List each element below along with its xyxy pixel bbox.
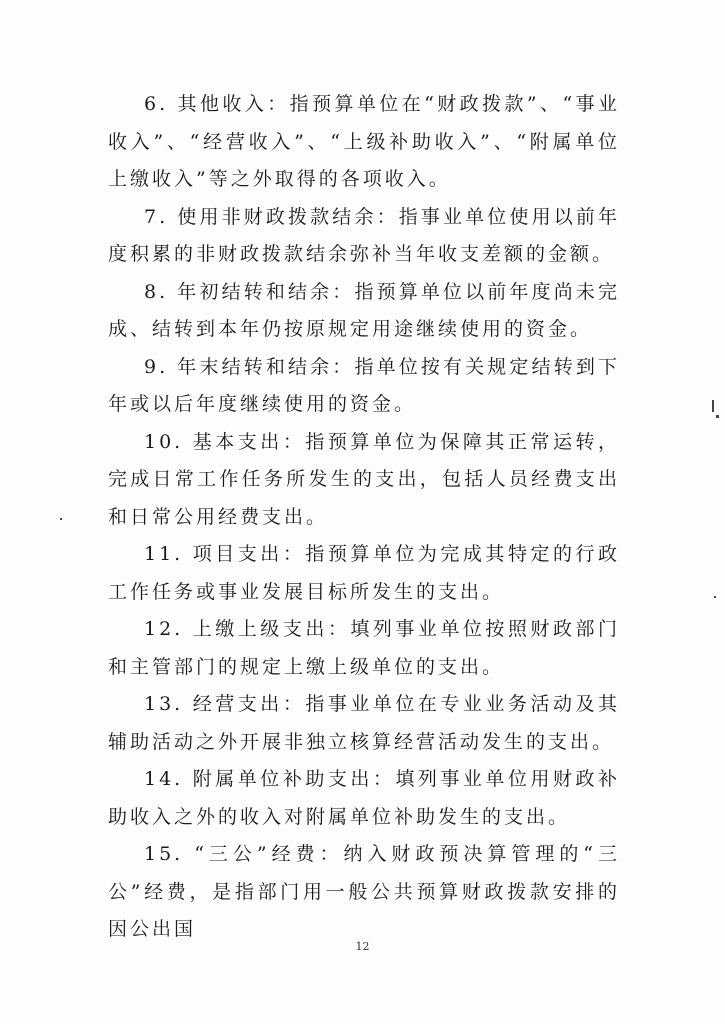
page-number: 12 [355, 940, 370, 953]
paragraph-remittance-expenditure: 12. 上缴上级支出：填列事业单位按照财政部门和主管部门的规定上缴上级单位的支出。 [108, 618, 620, 678]
paragraph-project-expenditure: 11. 项目支出：指预算单位为完成其特定的行政工作任务或事业发展目标所发生的支出。 [108, 543, 620, 603]
scan-artifact [714, 596, 716, 598]
paragraph-closing-carryover: 9. 年末结转和结余：指单位按有关规定结转到下年或以后年度继续使用的资金。 [108, 355, 620, 415]
scan-artifact [716, 415, 719, 418]
paragraph-other-income: 6. 其他收入：指预算单位在“财政拨款”、“事业收入”、“经营收入”、“上级补助收入”、“附属单位上缴收入”等之外取得的各项收入。 [108, 93, 620, 190]
paragraph-basic-expenditure: 10. 基本支出：指预算单位为保障其正常运转，完成日常工作任务所发生的支出，包括人员经费支出和日常公用经费支出。 [108, 430, 620, 528]
paragraph-operating-expenditure: 13. 经营支出：指事业单位在专业业务活动及其辅助活动之外开展非独立核算经营活动发生的支出。 [108, 693, 620, 753]
scan-artifact [712, 400, 714, 412]
paragraph-non-fiscal-surplus: 7. 使用非财政拨款结余：指事业单位使用以前年度积累的非财政拨款结余弥补当年收支差额的金额。 [108, 205, 620, 265]
body-text [108, 86, 620, 949]
paragraph-three-public-expenses: 15. “三公”经费：纳入财政预决算管理的“三公”经费，是指部门用一般公共预算财政拨款安排的因公出国 [108, 843, 620, 940]
paragraph-subsidiary-grant: 14. 附属单位补助支出：填列事业单位用财政补助收入之外的收入对附属单位补助发生的支出。 [108, 768, 620, 828]
paragraph-opening-carryover: 8. 年初结转和结余：指预算单位以前年度尚未完成、结转到本年仍按原规定用途继续使用的资金。 [108, 280, 620, 340]
scan-artifact [60, 518, 62, 520]
